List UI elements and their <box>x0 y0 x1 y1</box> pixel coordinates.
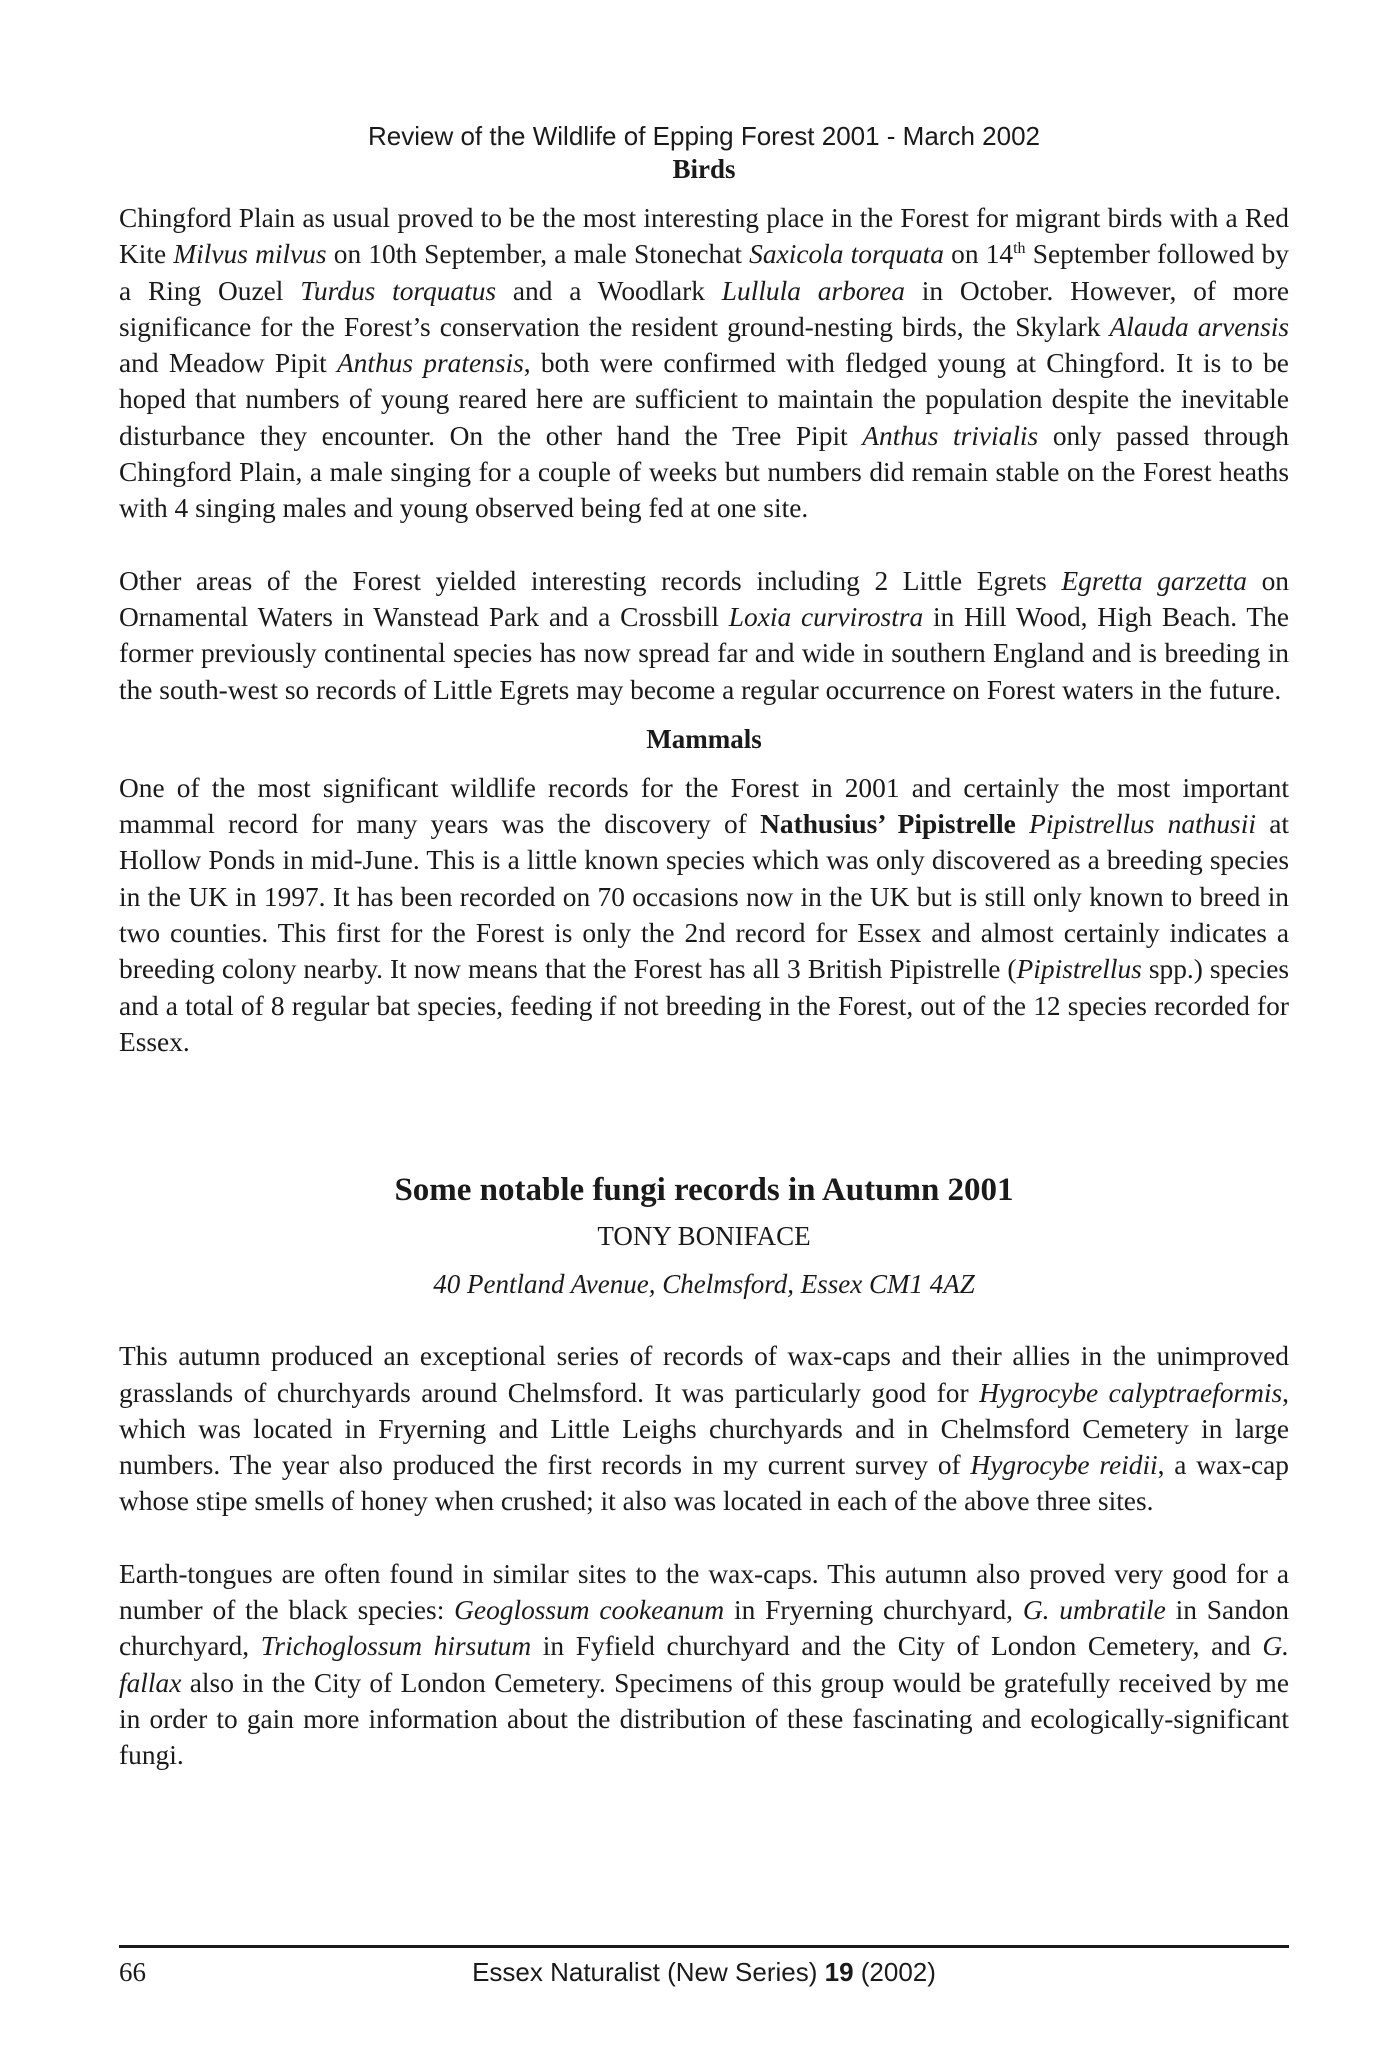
mammals-paragraph-1: One of the most significant wildlife records for the Forest in 2001 and certainly the most important mammal record for many years was the discovery of Nathusius’ Pipistrelle Pipistrellus nathusii at Hollow Ponds in mid-June. This is a little known species which was only discovered as a breeding species in the UK in 1997. It has been recorded on 70 occasions now in the UK but is still only known to breed in two counties. This first for the Forest is only the 2nd record for Essex and almost certainly indicates a breeding colony nearby. It now means that the Forest has all 3 British Pipistrelle (Pipistrellus spp.) species and a total of 8 regular bat species, feeding if not breeding in the Forest, out of the 12 species recorded for Essex. <box>119 772 1290 1057</box>
running-head: Review of the Wildlife of Epping Forest 2001 - March 2002 <box>367 121 1040 151</box>
mammals-heading: Mammals <box>646 723 762 754</box>
page-content <box>119 120 1289 1774</box>
birds-heading: Birds <box>672 154 736 184</box>
fungi-paragraph-1: This autumn produced an exceptional series of records of wax-caps and their allies in the unimproved grasslands of churchyards around Chelmsford. It was particularly good for Hygrocybe calyptraeformis, which was located in Fryerning and Little Leighs churchyards and in Chelmsford Cemetery in large numbers. The year also produced the first records in my current survey of Hygrocybe reidii, a wax-cap whose stipe smells of honey when crushed; it also was located in each of the above three sites. <box>119 1341 1289 1517</box>
article-author: TONY BONIFACE <box>597 1221 811 1252</box>
birds-paragraph-2: Other areas of the Forest yielded interesting records including 2 Little Egrets Egretta garzetta on Ornamental Waters in Wanstead Park and a Crossbill Loxia curvirostra in Hill Wood, High Beach. The former previously continental species has now spread far and wide in southern England and is breeding in the south-west so records of Little Egrets may become a regular occurrence on Forest waters in the future. <box>119 565 1290 705</box>
footer-rule <box>119 1945 1289 1948</box>
fungi-paragraph-2: Earth-tongues are often found in similar sites to the wax-caps. This autumn also proved very good for a number of the black species: Geoglossum cookeanum in Fryerning churchyard, G. umbratile in Sandon churchyard, Trichoglossum hirsutum in Fyfield churchyard and the City of London Cemetery, and G. fallax also in the City of London Cemetery. Specimens of this group would be gratefully received by me in order to gain more information about the distribution of these fascinating and ecologically-significant fungi. <box>119 1558 1289 1771</box>
author-address: 40 Pentland Avenue, Chelmsford, Essex CM1 4AZ <box>433 1269 975 1300</box>
page-footer <box>119 1954 1289 1990</box>
birds-paragraph-1: Chingford Plain as usual proved to be the most interesting place in the Forest for migrant birds with a Red Kite Milvus milvus on 10th September, a male Stonechat Saxicola torquata on 14th September followed by a Ring Ouzel Turdus torquatus and a Woodlark Lullula arborea in October. However, of more significance for the Forest’s conservation the resident ground-nesting birds, the Skylark Alauda arvensis and Meadow Pipit Anthus pratensis, both were confirmed with fledged young at Chingford. It is to be hoped that numbers of young reared here are sufficient to maintain the population despite the inevitable disturbance they encounter. On the other hand the Tree Pipit Anthus trivialis only passed through Chingford Plain, a male singing for a couple of weeks but numbers did remain stable on the Forest heaths with 4 singing males and young observed being fed at one site. <box>119 203 1290 524</box>
journal-citation: Essex Naturalist (New Series) 19 (2002) <box>472 1957 936 1987</box>
page-number: 66 <box>119 1957 146 1987</box>
article-title: Some notable fungi records in Autumn 2001 <box>394 1172 1014 1209</box>
